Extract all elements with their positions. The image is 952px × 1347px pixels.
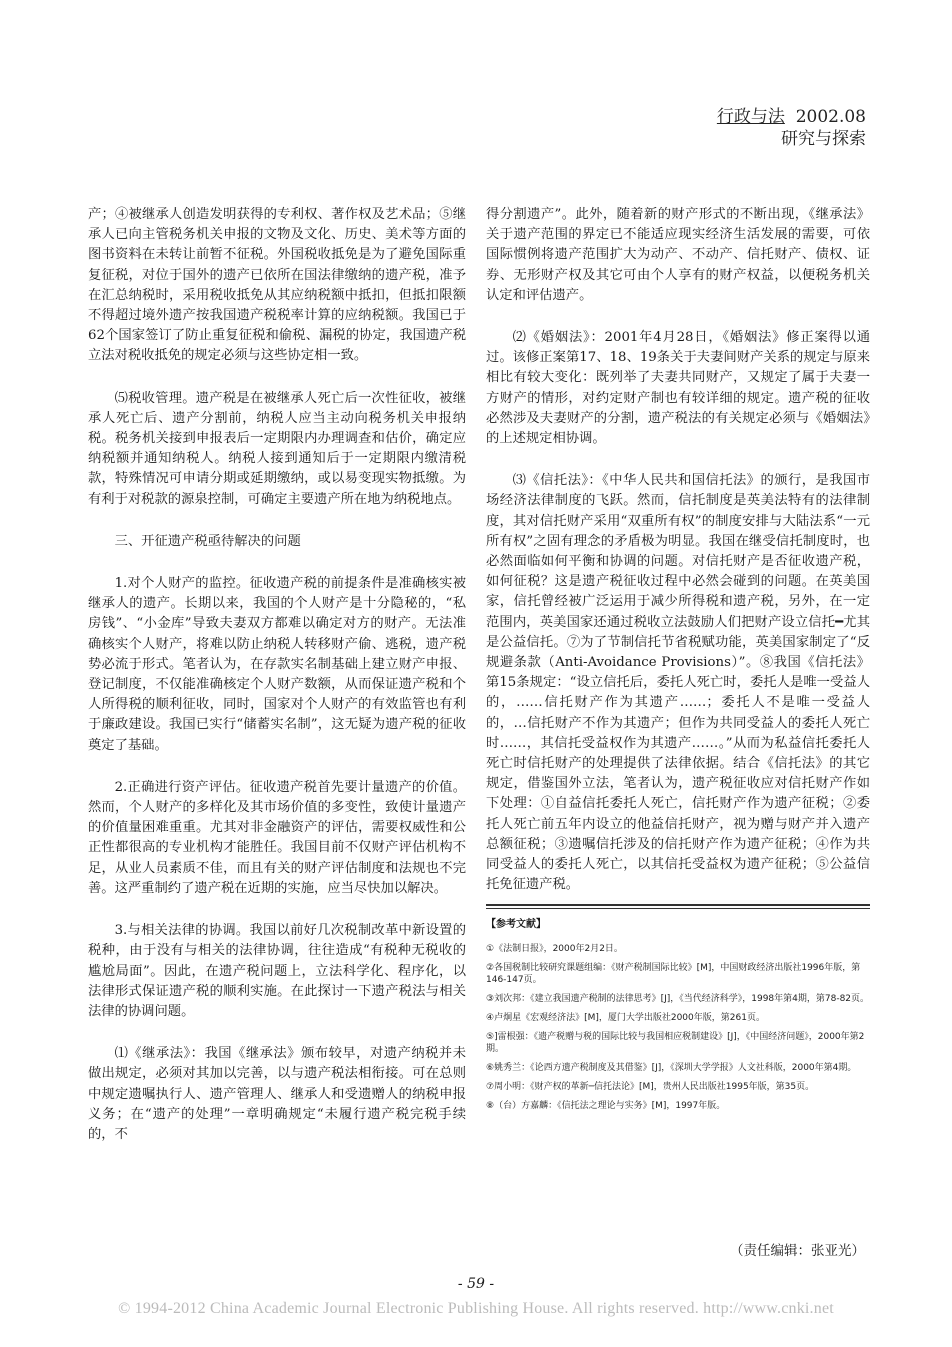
paragraph: 1.对个人财产的监控。征收遗产税的前提条件是准确核实被继承人的遗产。长期以来，我国的个人财产是十分隐秘的，“私房钱”、“小金库”导致夫妻双方都难以确定对方的财产。无法准确核实个人财产，将难以防止纳税人转移财产偷、逃税，遗产税势必流于形式。笔者认为，在存款实名制基础上建立财产申报、登记制度，不仅能准确核定个人财产数额，从而保证遗产税和个人所得税的顺利征收，同时，国家对个人财产的有效监管也有利于廉政建设。我国已实行“储蓄实名制”，这无疑为遗产税的征收奠定了基础。 xyxy=(88,576,466,753)
divider xyxy=(486,908,870,909)
references-heading: 【参考文献】 xyxy=(486,918,546,930)
section-title: 研究与探索 xyxy=(781,129,866,149)
reference-item: ②各国税制比较研究课题组编：《财产税制国际比较》[M]，中国财政经济出版社1996年版，第146-147页。 xyxy=(486,962,861,985)
paragraph: 产；④被继承人创造发明获得的专利权、著作权及艺术品；⑤继承人已向主管税务机关申报的文物及文化、历史、美术等方面的图书资料在未转让前暂不征税。外国税收抵免是为了避免国际重复征税，对位于国外的遗产已依所在国法律缴纳的遗产税，准予在汇总纳税时，采用税收抵免从其应纳税额中抵扣，但抵扣限额不得超过境外遗产按我国遗产税税率计算的应纳税额。我国已于62个国家签订了防止重复征税和偷税、漏税的协定，我国遗产税立法对税收抵免的规定必须与这些协定相一致。 xyxy=(88,207,466,364)
divider xyxy=(486,904,870,906)
paragraph: 3.与相关法律的协调。我国以前好几次税制改革中新设置的税种，由于没有与相关的法律协调，往往造成“有税种无税收的尴尬局面”。因此，在遗产税问题上，立法科学化、程序化，以法律形式保证遗产税的顺利实施。在此探讨一下遗产税法与相关法律的协调问题。 xyxy=(88,923,466,1019)
reference-item: ⑥姚秀兰：《论西方遗产税制度及其借鉴》[J]，《深圳大学学报》人文社科版，2000年第4期。 xyxy=(486,1062,857,1073)
journal-header xyxy=(717,106,866,150)
journal-title: 行政与法 xyxy=(716,107,785,127)
left-column xyxy=(88,205,466,1167)
section-heading: 三、开征遗产税亟待解决的问题 xyxy=(114,533,301,549)
reference-item: ①《法制日报》，2000年2月2日。 xyxy=(486,943,623,954)
reference-item: ③刘次邦：《建立我国遗产税制的法律思考》[J]，《当代经济科学》，1998年第4期，第78-82页。 xyxy=(486,993,870,1004)
paragraph: 得分割遗产”。此外，随着新的财产形式的不断出现，《继承法》关于遗产范围的界定已不能适应现实经济生活发展的需要，可依国际惯例将遗产范围扩大为动产、不动产、信托财产、债权、证券、无形财产权及其它可由个人享有的财产权益，以便税务机关认定和评估遗产。 xyxy=(486,207,870,303)
reference-item: ⑦周小明：《财产权的革新─信托法论》[M]，贵州人民出版社1995年版，第35页。 xyxy=(486,1081,815,1092)
reference-item: ⑧（台）方嘉麟：《信托法之理论与实务》[M]，1997年版。 xyxy=(486,1100,726,1111)
reference-item: ⑤]雷根强：《遗产税赠与税的国际比较与我国相应税制建设》[J]，《中国经济问题》，2000年第2期。 xyxy=(486,1031,865,1054)
paragraph: ⑶《信托法》：《中华人民共和国信托法》的颁行，是我国市场经济法律制度的飞跃。然而，信托制度是英美法特有的法律制度，其对信托财产采用“双重所有权”的制度安排与大陆法系“一元所有权”之固有理念的矛盾极为明显。我国在继受信托制度时，也必然面临如何平衡和协调的问题。对信托财产是否征收遗产税，如何征税？这是遗产税征收过程中必然会碰到的问题。在英美国家，信托曾经被广泛运用于减少所得税和遗产税，另外，在一定范围内，英美国家还通过税收立法鼓励人们把财产设立信托━尤其是公益信托。⑦为了节制信托节省税赋功能，英美国家制定了“反规避条款（Anti-Avoidance Provisions）”。⑧我国《信托法》第15条规定：“设立信托后，委托人死亡时，委托人是唯一受益人的，……信托财产作为其遗产……；委托人不是唯一受益人的，…信托财产不作为其遗产；但作为共同受益人的委托人死亡时……，其信托受益权作为其遗产……。”从而为私益信托委托人死亡时信托财产的处理提供了法律依据。结合《信托法》的其它规定，借鉴国外立法，笔者认为，遗产税征收应对信托财产作如下处理：①自益信托委托人死亡，信托财产作为遗产征税；②委托人死亡前五年内设立的他益信托财产，视为赠与财产并入遗产总额征税；③遗嘱信托涉及的信托财产作为遗产征税；④作为共同受益人的委托人死亡，以其信托受益权为遗产征税；⑤公益信托免征遗产税。 xyxy=(486,473,870,893)
right-column xyxy=(486,205,870,1119)
journal-issue: 2002.08 xyxy=(795,107,866,127)
paragraph: ⑸税收管理。遗产税是在被继承人死亡后一次性征收，被继承人死亡后、遗产分割前，纳税人应当主动向税务机关申报纳税。税务机关接到申报表后一定期限内办理调查和估价，确定应纳税额并通知纳税人。纳税人接到通知后于一定期限内缴清税款，特殊情况可申请分期或延期缴纳，或以易变现实物抵缴。为有利于对税款的源泉控制，可确定主要遗产所在地为纳税地点。 xyxy=(88,390,466,507)
paragraph: ⑴《继承法》：我国《继承法》颁布较早，对遗产纳税并未做出规定，必须对其加以完善，以与遗产税法相衔接。可在总则中规定遗嘱执行人、遗产管理人、继承人和受遗赠人的纳税申报义务；在“遗产的处理”一章明确规定“未履行遗产税完税手续的，不 xyxy=(88,1046,466,1142)
reference-item: ④卢炯星《宏观经济法》[M]，厦门大学出版社2000年版，第261页。 xyxy=(486,1012,765,1023)
editor-note: （责任编辑：张亚光） xyxy=(730,1243,865,1259)
paragraph: ⑵《婚姻法》：2001年4月28日，《婚姻法》修正案得以通过。该修正案第17、18、19条关于夫妻间财产关系的规定与原来相比有较大变化：既列举了夫妻共同财产，又规定了属于夫妻一方财产的情形，对约定财产制也有较详细的规定。遗产税的征收必然涉及夫妻财产的分割，遗产税法的有关规定必须与《婚姻法》的上述规定相协调。 xyxy=(486,330,870,447)
page-number: - 59 - xyxy=(457,1276,495,1292)
references xyxy=(486,904,870,1112)
journal-title-line xyxy=(717,106,866,128)
copyright-footer: © 1994-2012 China Academic Journal Electronic Publishing House. All rights reserved. http://www.cnki.net xyxy=(118,1300,834,1317)
paragraph: 2.正确进行资产评估。征收遗产税首先要计量遗产的价值。然而，个人财产的多样化及其市场价值的多变性，致使计量遗产的价值量困难重重。尤其对非金融资产的评估，需要权威性和公正性都很高的专业机构才能胜任。我国目前不仅财产评估机构不足，从业人员素质不佳，而且有关的财产评估制度和法规也不完善。这严重制约了遗产税在近期的实施，应当尽快加以解决。 xyxy=(88,779,466,896)
